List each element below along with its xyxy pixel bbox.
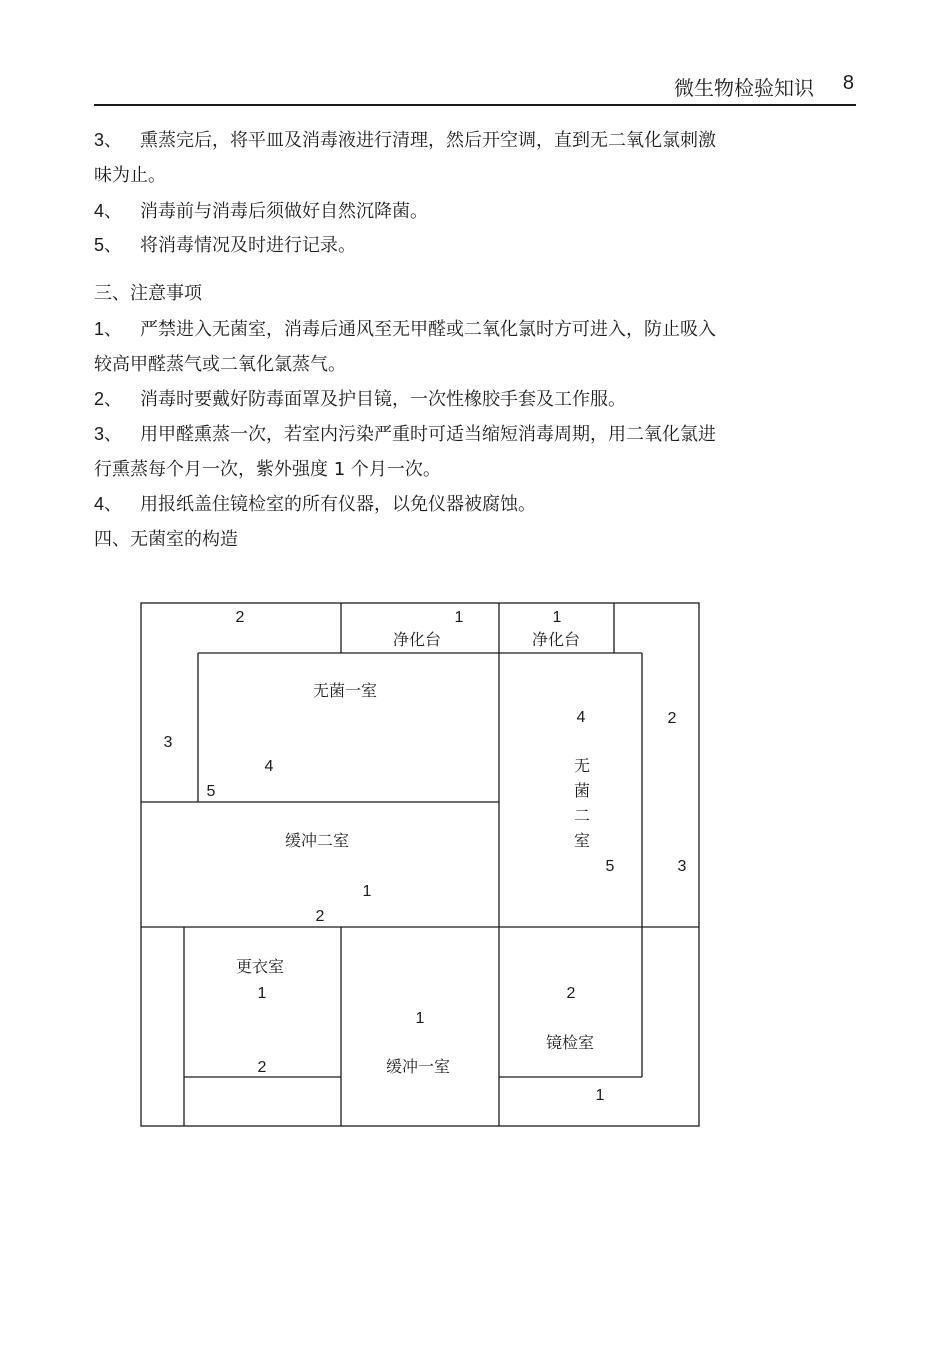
label-2: 2 [667, 710, 677, 727]
label-2: 2 [257, 1059, 267, 1076]
text-line: 4、 用报纸盖住镜检室的所有仪器，以免仪器被腐蚀。 [94, 494, 536, 515]
floor-plan-walls [141, 603, 699, 1126]
label-4: 4 [576, 709, 586, 726]
buffer-room-2-label: 缓冲二室 [284, 831, 350, 850]
label-2: 2 [315, 908, 325, 925]
sterile-room-2-char: 无 [573, 756, 591, 775]
label-3: 3 [163, 734, 173, 751]
label-2: 2 [235, 609, 245, 626]
page-number: 8 [842, 72, 854, 94]
label-1: 1 [595, 1087, 605, 1104]
label-1: 1 [415, 1010, 425, 1027]
text-line: 1、 严禁进入无菌室，消毒后通风至无甲醛或二氧化氯时方可进入，防止吸入 [94, 319, 716, 340]
sterile-room-2-char: 二 [573, 806, 591, 825]
label-1: 1 [362, 883, 372, 900]
clean-bench-label: 净化台 [392, 630, 442, 649]
sterile-room-2-char: 室 [573, 831, 591, 850]
sterile-room-1-label: 无菌一室 [312, 681, 378, 700]
label-3: 3 [677, 858, 687, 875]
text-line: 行熏蒸每个月一次，紫外强度 1 个月一次。 [94, 459, 441, 480]
section-heading: 三、注意事项 [94, 283, 202, 304]
label-1: 1 [454, 609, 464, 626]
section-heading: 四、无菌室的构造 [94, 529, 238, 550]
label-1: 1 [552, 609, 562, 626]
text-line: 5、 将消毒情况及时进行记录。 [94, 235, 356, 256]
label-5: 5 [206, 783, 216, 800]
changing-room-label: 更衣室 [235, 957, 285, 976]
text-line: 3、 熏蒸完后，将平皿及消毒液进行清理，然后开空调，直到无二氧化氯刺激 [94, 130, 716, 151]
header-title: 微生物检验知识 [674, 76, 814, 100]
sterile-room-2-char: 菌 [573, 781, 591, 800]
label-5: 5 [605, 858, 615, 875]
text-line: 味为止。 [94, 165, 166, 186]
label-4: 4 [264, 758, 274, 775]
clean-bench-label: 净化台 [531, 630, 581, 649]
text-line: 4、 消毒前与消毒后须做好自然沉降菌。 [94, 201, 428, 222]
text-line: 3、 用甲醛熏蒸一次，若室内污染严重时可适当缩短消毒周期，用二氧化氯进 [94, 424, 716, 445]
text-line: 2、 消毒时要戴好防毒面罩及护目镜，一次性橡胶手套及工作服。 [94, 389, 626, 410]
microscope-room-label: 镜检室 [545, 1033, 595, 1052]
buffer-room-1-label: 缓冲一室 [385, 1057, 451, 1076]
label-2: 2 [566, 985, 576, 1002]
label-1: 1 [257, 985, 267, 1002]
text-line: 较高甲醛蒸气或二氧化氯蒸气。 [94, 354, 346, 375]
